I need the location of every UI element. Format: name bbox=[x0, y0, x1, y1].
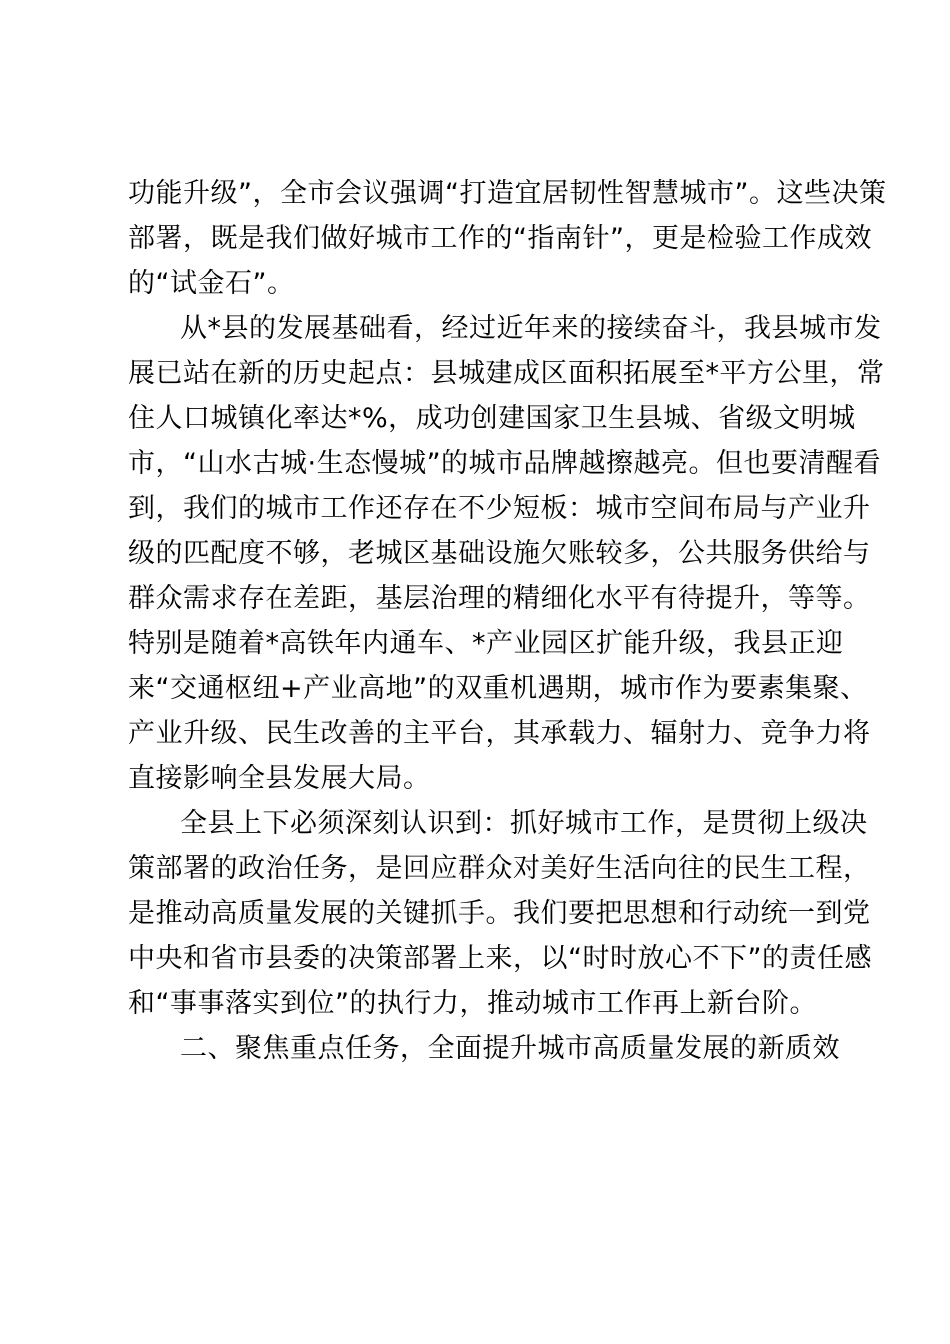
text-line: 中央和省市县委的决策部署上来，以“时时放心不下”的责任感 bbox=[128, 943, 872, 974]
text-line: 到，我们的城市工作还存在不少短板：城市空间布局与产业升 bbox=[128, 493, 871, 524]
paragraph-first-line: 全县上下必须深刻认识到：抓好城市工作，是贯彻上级决 bbox=[180, 808, 868, 839]
text-line: 产业升级、民生改善的主平台，其承载力、辐射力、竞争力将 bbox=[128, 718, 871, 749]
text-line: 是推动高质量发展的关键抓手。我们要把思想和行动统一到党 bbox=[128, 898, 871, 929]
text-line: 策部署的政治任务，是回应群众对美好生活向往的民生工程， bbox=[128, 853, 871, 884]
text-line: 来“交通枢纽+产业高地”的双重机遇期，城市作为要素集聚、 bbox=[128, 673, 868, 704]
text-line: 级的匹配度不够，老城区基础设施欠账较多，公共服务供给与 bbox=[128, 538, 871, 569]
text-line: 部署，既是我们做好城市工作的“指南针”，更是检验工作成效 bbox=[128, 223, 872, 254]
section-heading: 二、聚焦重点任务，全面提升城市高质量发展的新质效 bbox=[180, 1033, 840, 1064]
text-line: 直接影响全县发展大局。 bbox=[128, 763, 431, 794]
text-line: 功能升级”，全市会议强调“打造宜居韧性智慧城市”。这些决策 bbox=[128, 178, 887, 209]
text-line: 市，“山水古城·生态慢城”的城市品牌越擦越亮。但也要清醒看 bbox=[128, 448, 882, 479]
paragraph-first-line: 从*县的发展基础看，经过近年来的接续奋斗，我县城市发 bbox=[180, 313, 882, 344]
text-line: 展已站在新的历史起点：县城建成区面积拓展至*平方公里，常 bbox=[128, 358, 885, 389]
text-line: 住人口城镇化率达*%，成功创建国家卫生县城、省级文明城 bbox=[128, 403, 856, 434]
text-line: 特别是随着*高铁年内通车、*产业园区扩能升级，我县正迎 bbox=[128, 628, 844, 659]
text-line: 和“事事落实到位”的执行力，推动城市工作再上新台阶。 bbox=[128, 988, 817, 1019]
text-line: 的“试金石”。 bbox=[128, 268, 295, 299]
text-line: 群众需求存在差距，基层治理的精细化水平有待提升，等等。 bbox=[128, 583, 871, 614]
